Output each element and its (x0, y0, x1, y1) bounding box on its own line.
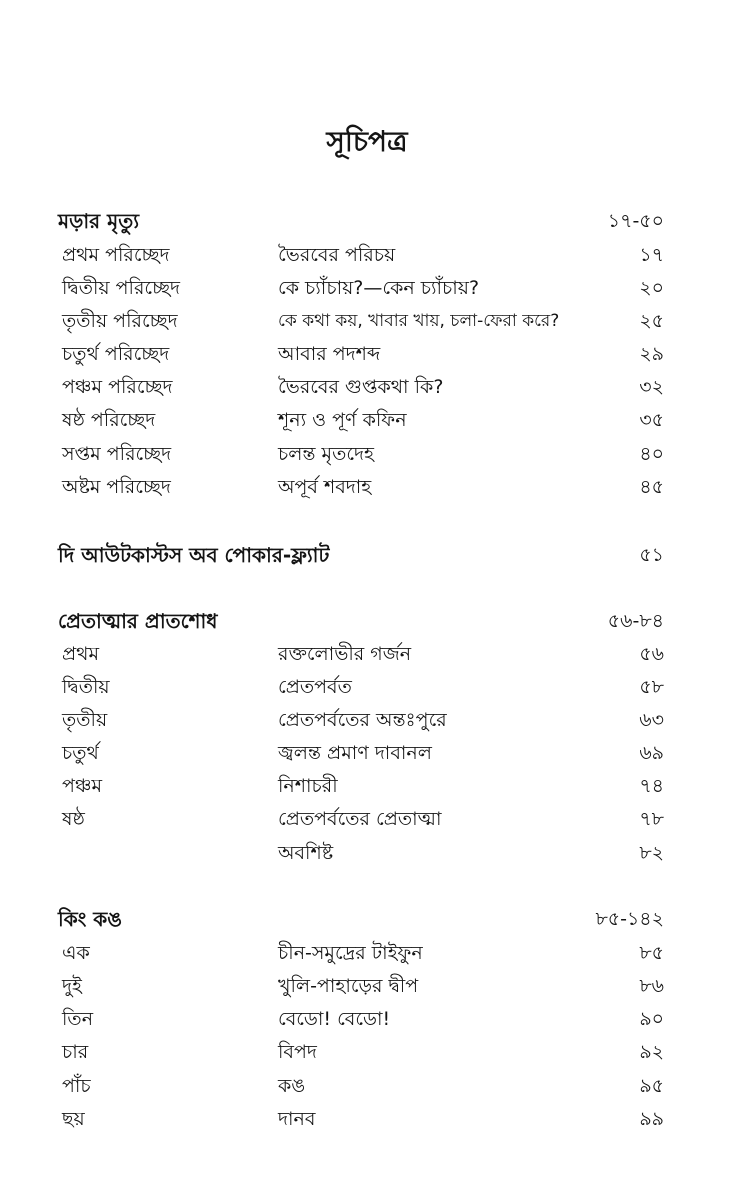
chapter-title: অপূর্ব শবদাহ (278, 476, 372, 498)
toc-entry (58, 239, 664, 272)
page-number: ৭৪ (639, 775, 664, 797)
chapter-title: প্রেতপর্বতের অন্তঃপুরে (278, 709, 447, 731)
chapter-label: তিন (62, 1008, 94, 1030)
toc-entry (58, 305, 664, 338)
chapter-label: তৃতীয় পরিচ্ছেদ (62, 310, 178, 332)
chapter-title: চীন-সমুদ্রের টাইফুন (278, 942, 423, 964)
page-number: ৪০ (639, 443, 664, 465)
chapter-label: চার (62, 1041, 89, 1063)
page-number: ২৫ (639, 310, 664, 332)
page-number: ৩২ (639, 376, 664, 398)
section-page-range: ৮৫-১৪২ (595, 908, 664, 930)
chapter-title: কে কথা কয়, খাবার খায়, চলা-ফেরা করে? (278, 311, 560, 331)
toc-entry (58, 837, 664, 870)
page-number: ৩৫ (639, 409, 664, 431)
toc-entry (58, 404, 664, 437)
chapter-title: কে চ্যাঁচায়?—কেন চ্যাঁচায়? (278, 277, 480, 299)
chapter-label: দ্বিতীয় পরিচ্ছেদ (62, 277, 181, 299)
toc-entry (58, 770, 664, 803)
chapter-title: জ্বলন্ত প্রমাণ দাবানল (278, 742, 432, 764)
chapter-title: ভৈরবের পরিচয় (278, 244, 396, 266)
page-number: ৮২ (639, 842, 664, 864)
section-heading (58, 903, 664, 936)
chapter-label: চতুর্থ (62, 742, 99, 764)
section-title: প্রেতাত্মার প্রাতশোধ (58, 609, 218, 633)
chapter-label: ষষ্ঠ পরিচ্ছেদ (62, 409, 156, 431)
page-title: সূচিপত্র (326, 125, 408, 158)
page-number: ৬৩ (639, 709, 664, 731)
section-title: কিং কঙ (58, 907, 122, 931)
toc-entry (58, 371, 664, 404)
chapter-label: এক (62, 942, 90, 964)
chapter-label: তৃতীয় (62, 709, 108, 731)
section-page-range: ১৭-৫০ (607, 210, 664, 232)
chapter-label: পঞ্চম (62, 775, 103, 797)
chapter-title: প্রেতপর্বতের প্রেতাত্মা (278, 808, 442, 830)
page-number: ৫৮ (639, 676, 664, 698)
chapter-title: রক্তলোভীর গর্জন (278, 643, 412, 665)
chapter-title: ভৈরবের গুপ্তকথা কি? (278, 376, 444, 398)
chapter-label: চতুর্থ পরিচ্ছেদ (62, 343, 170, 365)
toc-entry (58, 803, 664, 836)
toc-entry (58, 1003, 664, 1036)
toc-entry (58, 737, 664, 770)
toc-entry (58, 1070, 664, 1103)
toc-entry (58, 338, 664, 371)
page-number: ৮৬ (639, 975, 664, 997)
page-number: ৬৯ (639, 742, 664, 764)
toc-entry (58, 272, 664, 305)
section-page-range: ৫১ (639, 544, 664, 566)
toc-entry (58, 638, 664, 671)
chapter-title: নিশাচরী (278, 775, 338, 797)
chapter-title: বিপদ (278, 1041, 317, 1063)
section-title: দি আউটকাস্টস অব পোকার-ফ্ল্যাট (58, 543, 330, 567)
page-number: ৯০ (639, 1008, 664, 1030)
toc-entry (58, 438, 664, 471)
section-page-range: ৫৬-৮৪ (607, 610, 664, 632)
chapter-label: প্রথম পরিচ্ছেদ (62, 244, 170, 266)
chapter-label: অষ্টম পরিচ্ছেদ (62, 476, 171, 498)
section-heading (58, 605, 664, 638)
chapter-title: আবার পদশব্দ (278, 343, 381, 365)
section-heading (58, 205, 664, 238)
chapter-title: অবশিষ্ট (278, 842, 334, 864)
page-number: ৯২ (639, 1041, 664, 1063)
chapter-title: কঙ (278, 1075, 306, 1097)
toc-entry (58, 671, 664, 704)
page-number: ৯৫ (639, 1075, 664, 1097)
chapter-title: শূন্য ও পূর্ণ কফিন (278, 409, 407, 431)
page-number: ৫৬ (639, 643, 664, 665)
chapter-label: প্রথম (62, 643, 100, 665)
page-number: ৪৫ (639, 476, 664, 498)
chapter-title: চলন্ত মৃতদেহ (278, 443, 374, 465)
toc-entry (58, 1036, 664, 1069)
chapter-label: পঞ্চম পরিচ্ছেদ (62, 376, 173, 398)
section-title: মড়ার মৃত্যু (58, 209, 140, 233)
chapter-label: সপ্তম পরিচ্ছেদ (62, 443, 172, 465)
chapter-title: খুলি-পাহাড়ের দ্বীপ (278, 975, 419, 997)
page-number: ১৭ (639, 244, 664, 266)
page-number: ৭৮ (639, 808, 664, 830)
chapter-label: দ্বিতীয় (62, 676, 110, 698)
chapter-title: দানব (278, 1108, 316, 1130)
page-number: ২৯ (639, 343, 664, 365)
toc-entry (58, 1103, 664, 1136)
toc-entry (58, 937, 664, 970)
toc-entry (58, 970, 664, 1003)
chapter-label: দুই (62, 975, 82, 997)
chapter-title: বেডো! বেডো! (278, 1008, 391, 1030)
chapter-label: ষষ্ঠ (62, 808, 85, 830)
chapter-label: পাঁচ (62, 1075, 91, 1097)
toc-entry (58, 471, 664, 504)
page-number: ২০ (639, 277, 664, 299)
section-heading (58, 539, 664, 572)
chapter-title: প্রেতপর্বত (278, 676, 352, 698)
page-number: ৮৫ (639, 942, 664, 964)
toc-entry (58, 704, 664, 737)
page-number: ৯৯ (639, 1108, 664, 1130)
chapter-label: ছয় (62, 1108, 85, 1130)
